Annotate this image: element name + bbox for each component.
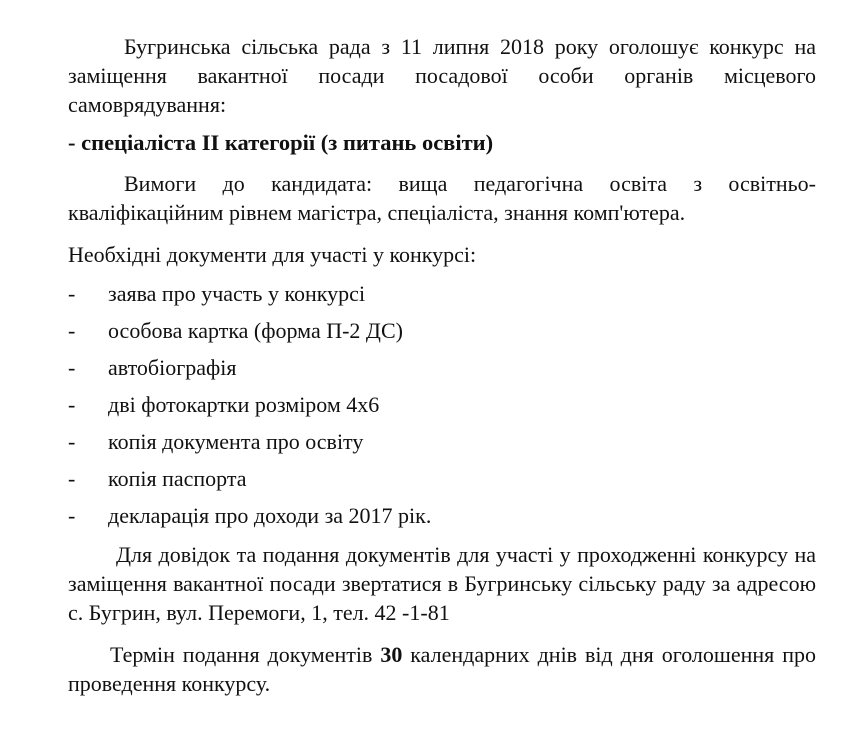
deadline-text-end: календарних днів від дня оголошення про проведення конкурсу. [68,642,816,696]
list-item-text: дві фотокартки розміром 4х6 [108,392,380,417]
list-dash: - [68,503,76,528]
list-dash: - [68,466,76,491]
intro-paragraph: Бугринська сільська рада з 11 липня 2018 року оголошує конкурс на заміщення вакантної посади посадової особи органів місцевого самоврядування: [68,34,816,117]
documents-list [68,279,816,538]
list-item [68,390,816,427]
list-item [68,501,816,538]
list-item [68,279,816,316]
deadline-text-start: Термін подання документів [110,642,381,667]
list-item-text: декларація про доходи за 2017 рік. [108,503,432,528]
deadline-paragraph [68,640,816,698]
list-dash: - [68,355,76,380]
deadline-days: 30 [380,642,403,667]
vacancy-title: - спеціаліста ІІ категорії (з питань освіти) [68,130,494,155]
list-dash: - [68,392,76,417]
list-item [68,316,816,353]
list-dash: - [68,281,76,306]
list-item-text: заява про участь у конкурсі [108,281,366,306]
list-dash: - [68,429,76,454]
documents-heading: Необхідні документи для участі у конкурсі: [68,242,477,267]
announcement-document [68,32,816,698]
list-item [68,427,816,464]
list-item-text: копія документа про освіту [108,429,364,454]
requirements-paragraph: Вимоги до кандидата: вища педагогічна освіта з освітньо-кваліфікаційним рівнем магістра, спеціаліста, знання комп'ютера. [68,171,816,225]
list-dash: - [68,318,76,343]
contact-paragraph: Для довідок та подання документів для участі у проходженні конкурсу на заміщення вакантної посади звертатися в Бугринську сільську раду за адресою с. Бугрин, вул. Перемоги, 1, тел. 42 -1-81 [68,542,816,625]
list-item-text: автобіографія [108,355,237,380]
list-item [68,464,816,501]
list-item-text: копія паспорта [108,466,247,491]
list-item [68,353,816,390]
list-item-text: особова картка (форма П-2 ДС) [108,318,403,343]
